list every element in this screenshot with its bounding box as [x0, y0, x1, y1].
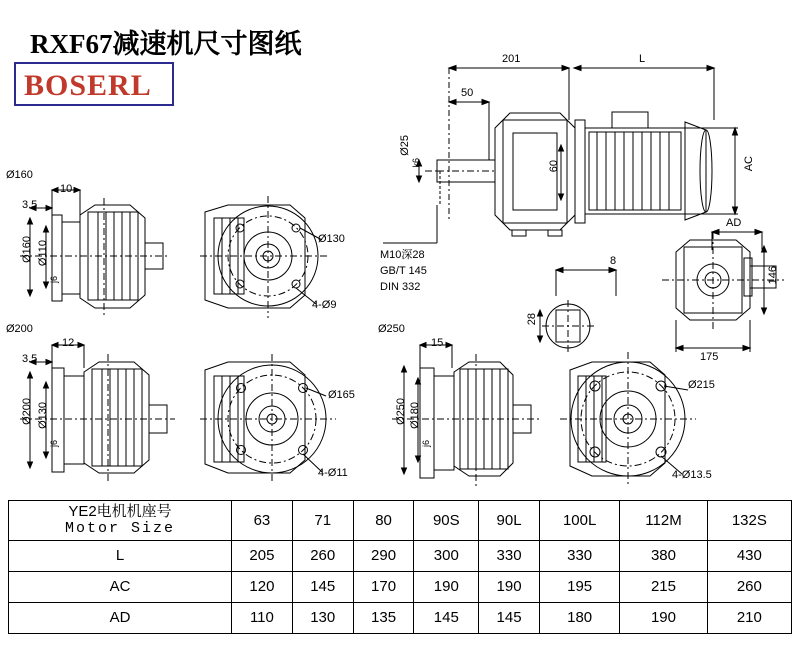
table-cell: 145: [292, 571, 353, 602]
page-title: RXF67减速机尺寸图纸: [30, 29, 302, 59]
table-cell: 120: [232, 571, 293, 602]
flange250-dim15-label: 15: [431, 337, 444, 349]
table-cell: 170: [353, 571, 414, 602]
flange160-bore-label: Ø110: [37, 240, 49, 267]
table-cell: 195: [539, 571, 619, 602]
AC-label: AC: [743, 156, 755, 172]
table-cell: 190: [414, 571, 479, 602]
table-cell: 260: [292, 540, 353, 571]
flange160-bore-tolerance-label: j6: [49, 276, 59, 284]
dim-201-label: 201: [502, 53, 521, 65]
table-cell: 300: [414, 540, 479, 571]
table-column-header: 132S: [707, 501, 791, 541]
flange160-holes-label: 4-Ø9: [312, 299, 337, 311]
table-cell: 130: [292, 602, 353, 633]
thread-note-line1: M10深28: [380, 249, 425, 261]
dimension-table: [8, 500, 792, 634]
table-cell: 330: [539, 540, 619, 571]
table-column-header: 80: [353, 501, 414, 541]
table-row-label: AC: [9, 571, 232, 602]
table-row-label: L: [9, 540, 232, 571]
table-column-header: 63: [232, 501, 293, 541]
dim-L-label: L: [639, 53, 646, 65]
table-column-header: 112M: [620, 501, 707, 541]
flange250-bore-tolerance-label: j6: [421, 440, 431, 448]
table-cell: 430: [707, 540, 791, 571]
logo-text: BOSERL: [24, 69, 152, 102]
table-cell: 190: [479, 571, 540, 602]
table-cell: 135: [353, 602, 414, 633]
key-depth-label: 28: [526, 313, 538, 326]
table-cell: 145: [414, 602, 479, 633]
table-column-header: 90L: [479, 501, 540, 541]
table-cell: 215: [620, 571, 707, 602]
table-column-header: 90S: [414, 501, 479, 541]
table-row: [9, 571, 792, 602]
flange250-outer-label: Ø250: [378, 323, 405, 335]
thread-note-line3: DIN 332: [380, 281, 421, 293]
flange200-boltcircle-label: Ø165: [328, 389, 355, 401]
table-header-label-en: Motor Size: [64, 520, 175, 538]
flange200-dim35-label: 3.5: [22, 353, 38, 365]
table-cell: 180: [539, 602, 619, 633]
flange250-pcd-label: Ø250: [395, 398, 407, 425]
flange200-outer-label: Ø200: [6, 323, 33, 335]
table-cell: 210: [707, 602, 791, 633]
table-header-label: [9, 501, 232, 541]
table-column-header: 71: [292, 501, 353, 541]
flange250-boltcircle-label: Ø215: [688, 379, 715, 391]
flange200-bore-tolerance-label: j6: [49, 440, 59, 448]
table-row: [9, 602, 792, 633]
dim-60-label: 60: [548, 160, 560, 173]
table-cell: 145: [479, 602, 540, 633]
table-cell: 205: [232, 540, 293, 571]
flange200-dim12-label: 12: [62, 337, 75, 349]
flange200-holes-label: 4-Ø11: [318, 467, 348, 479]
table-cell: 110: [232, 602, 293, 633]
thread-note-line2: GB/T 145: [380, 265, 427, 277]
flange250-bore-label: Ø180: [409, 402, 421, 429]
side-146-label: 146: [767, 266, 779, 285]
table-row: [9, 540, 792, 571]
AD-label: AD: [726, 217, 742, 229]
flange160-boltcircle-label: Ø130: [318, 233, 345, 245]
table-header-label-cn: YE2电机机座号: [68, 503, 172, 520]
flange160-pcd-label: Ø160: [21, 236, 33, 263]
shaft-tolerance-label: k6: [411, 158, 421, 168]
table-cell: 380: [620, 540, 707, 571]
key-width-label: 8: [610, 255, 617, 267]
shaft-diameter-label: Ø25: [399, 135, 411, 156]
flange160-dim35-label: 3.5: [22, 199, 38, 211]
table-cell: 330: [479, 540, 540, 571]
table-column-header: 100L: [539, 501, 619, 541]
dim-50-label: 50: [461, 87, 474, 99]
table-row-label: AD: [9, 602, 232, 633]
flange160-dim10-label: 10: [60, 183, 73, 195]
flange250-holes-label: 4-Ø13.5: [672, 469, 712, 481]
table-cell: 290: [353, 540, 414, 571]
table-header-row: [9, 501, 792, 541]
flange200-bore-label: Ø130: [37, 402, 49, 429]
flange160-outer-label: Ø160: [6, 169, 33, 181]
side-175-label: 175: [700, 351, 719, 363]
flange200-pcd-label: Ø200: [21, 398, 33, 425]
table-cell: 260: [707, 571, 791, 602]
table-cell: 190: [620, 602, 707, 633]
